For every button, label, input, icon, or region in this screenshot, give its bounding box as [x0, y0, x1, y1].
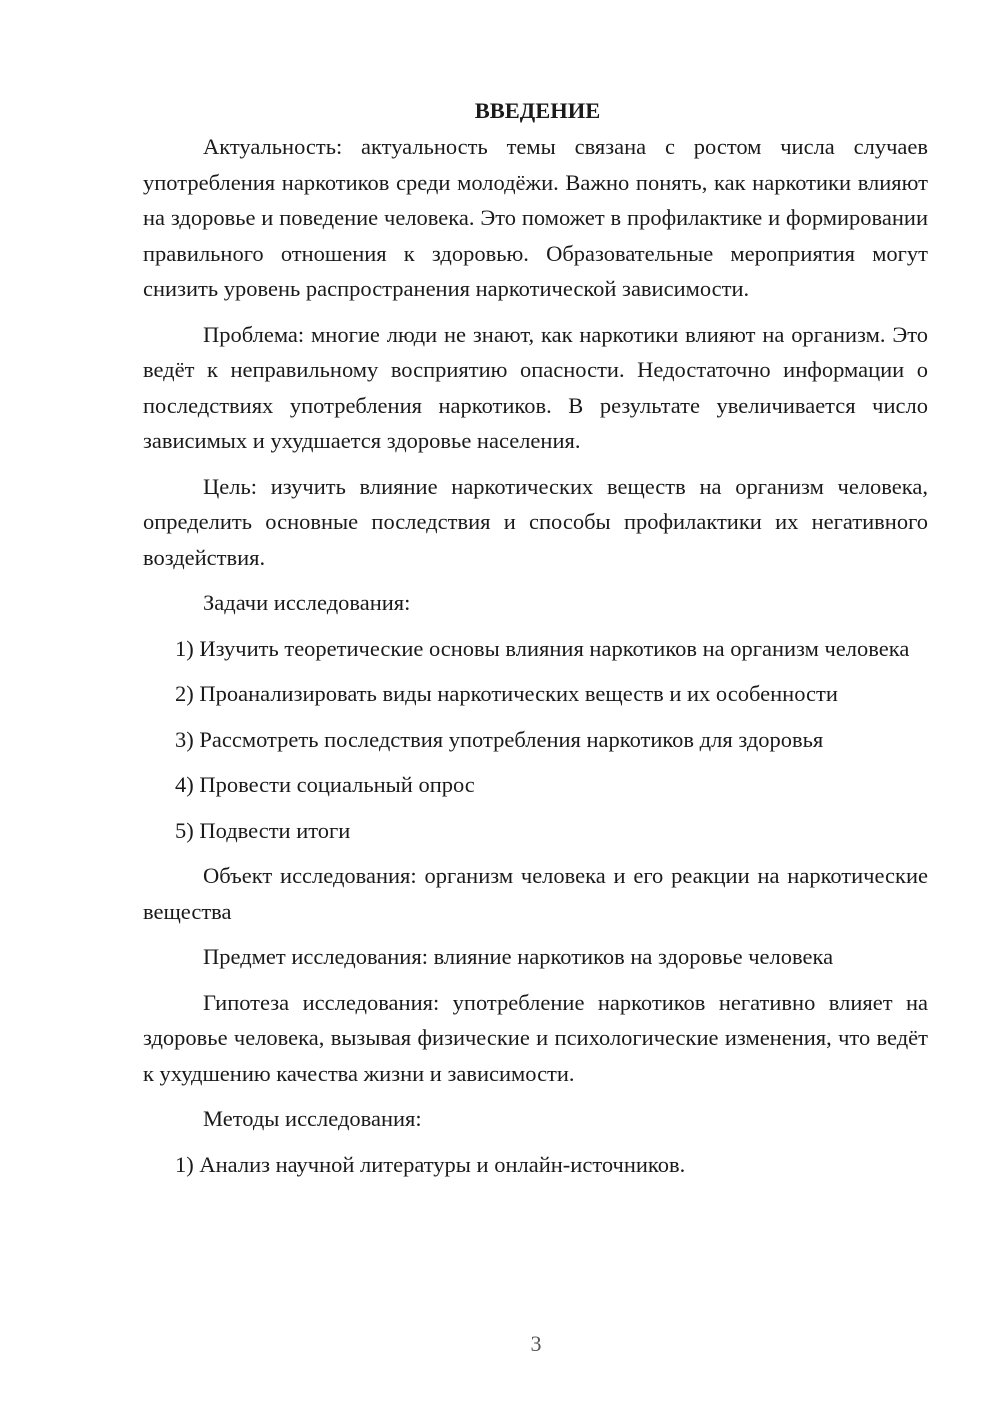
object-paragraph: Объект исследования: организм человека и его реакции на наркотические вещества [143, 863, 928, 924]
page-number: 3 [530, 1331, 542, 1356]
task-item: 1) Изучить теоретические основы влияния наркотиков на организм человека [175, 635, 910, 661]
page-content [143, 93, 928, 1192]
hypothesis-paragraph: Гипотеза исследования: употребление наркотиков негативно влияет на здоровье человека, вызывая физические и психологические изменения, что ведёт к ухудшению качества жизни и зависимости. [143, 989, 928, 1086]
subject-paragraph: Предмет исследования: влияние наркотиков на здоровье человека [203, 944, 834, 969]
task-item: 4) Провести социальный опрос [175, 772, 475, 797]
method-item: 1) Анализ научной литературы и онлайн-источников. [175, 1151, 686, 1177]
page-heading: ВВЕДЕНИЕ [474, 98, 601, 123]
goal-paragraph: Цель: изучить влияние наркотических веществ на организм человека, определить основные последствия и способы профилактики их негативного воздействия. [143, 473, 928, 570]
methods-title: Методы исследования: [203, 1106, 422, 1131]
task-item: 5) Подвести итоги [175, 817, 351, 843]
tasks-title: Задачи исследования: [203, 590, 411, 615]
task-item: 2) Проанализировать виды наркотических веществ и их особенности [175, 681, 838, 706]
task-item: 3) Рассмотреть последствия употребления наркотиков для здоровья [175, 726, 824, 752]
problem-paragraph: Проблема: многие люди не знают, как наркотики влияют на организм. Это ведёт к неправильному восприятию опасности. Недостаточно информации о последствиях употребления наркотиков. В результате увеличивается число зависимых и ухудшается здоровье населения. [143, 321, 928, 453]
relevance-paragraph: Актуальность: актуальность темы связана с ростом числа случаев употребления наркотиков среди молодёжи. Важно понять, как наркотики влияют на здоровье и поведение человека. Это поможет в профилактике и формировании правильного отношения к здоровью. Образовательные мероприятия могут снизить уровень распространения наркотической зависимости. [143, 134, 928, 301]
